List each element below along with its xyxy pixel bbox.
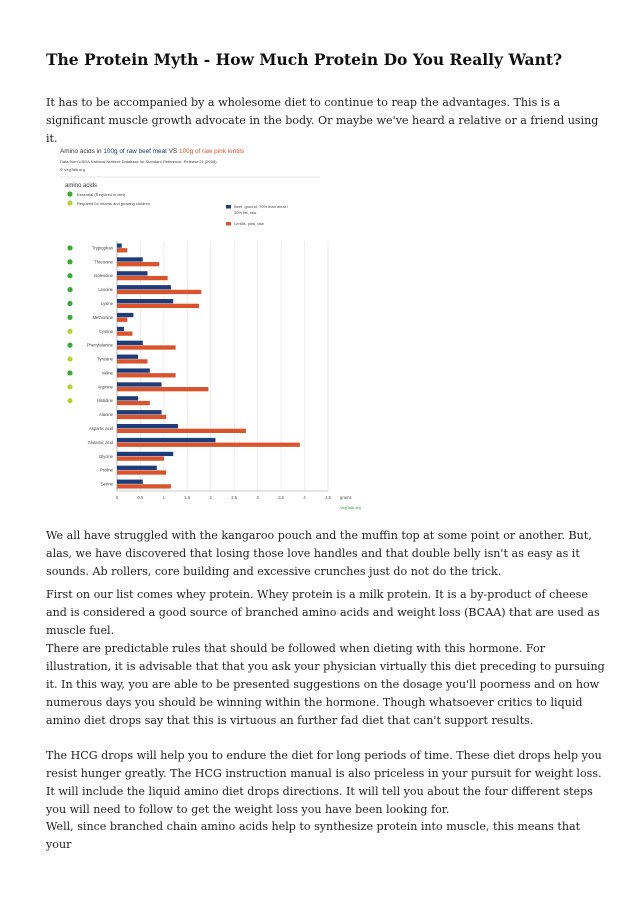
bar-beef — [117, 452, 173, 456]
bar-beef — [117, 396, 138, 400]
category-label: Isoleucine — [94, 273, 113, 279]
key-essential-dot — [67, 191, 72, 196]
page-title: The Protein Myth - How Much Protein Do You Really Want? — [46, 50, 563, 69]
bar-lentils — [117, 429, 246, 433]
category-label: Valine — [101, 370, 113, 376]
bar-beef — [117, 410, 162, 414]
category-label: Arginine — [97, 384, 113, 390]
x-tick-label: 0.5 — [137, 495, 144, 500]
bar-beef — [117, 480, 143, 484]
bar-lentils — [117, 387, 208, 391]
chart-plot-area — [67, 241, 361, 510]
category-label: Glutamic acid — [87, 439, 113, 445]
paragraph-5: The HCG drops will help you to endure the diet for long periods of time. These diet drops help you resist hunger greatly. The HCG instruction manual is also priceless in your pursuit for weight loss. It will include the liquid amino diet drops directions. It will tell you about the four different steps you will need to follow to get the weight loss you have been looking for. — [46, 749, 602, 816]
category-label: Alanine — [99, 412, 113, 418]
key-essential-label: Essential (Required in diet) — [77, 192, 126, 197]
x-tick-label: 1 — [162, 495, 166, 500]
category-marker-dot — [67, 329, 72, 334]
bar-lentils — [117, 262, 159, 266]
bar-lentils — [117, 470, 166, 474]
category-label: Cystine — [99, 328, 113, 334]
bar-lentils — [117, 318, 127, 322]
bar-beef — [117, 313, 133, 317]
bar-beef — [117, 368, 150, 372]
bar-lentils — [117, 331, 132, 335]
chart-credit-top: © VegTalk.org — [60, 167, 85, 172]
x-tick-label: 4.5 — [325, 495, 331, 500]
key-title: amino acids — [65, 183, 98, 189]
bar-lentils — [117, 359, 147, 363]
bar-lentils — [117, 290, 201, 294]
category-marker-dot — [67, 245, 72, 250]
category-label: Serine — [100, 481, 113, 487]
bar-beef — [117, 327, 124, 331]
bar-beef — [117, 382, 162, 386]
category-label: Proline — [99, 467, 113, 473]
category-marker-dot — [67, 259, 72, 264]
bar-beef — [117, 299, 173, 303]
bar-lentils — [117, 484, 171, 488]
legend-lentil-swatch — [226, 222, 231, 226]
x-tick-label: 1.5 — [184, 495, 191, 500]
category-marker-dot — [67, 343, 72, 348]
paragraph-3: First on our list comes whey protein. Whey protein is a milk protein. It is a by-product of cheese and is considered a good source of branched amino acids and weight loss (BCAA) that are used as muscle fuel. — [46, 588, 600, 637]
category-marker-dot — [67, 356, 72, 361]
x-tick-label: 3 — [256, 495, 259, 500]
legend-beef-label — [234, 204, 289, 215]
x-tick-label: 2.5 — [231, 495, 238, 500]
category-marker-dot — [67, 301, 72, 306]
category-label: Aspartic acid — [89, 426, 113, 431]
legend-lentil-label: Lentils, pink, raw — [234, 221, 264, 226]
bar-lentils — [117, 345, 176, 349]
bar-lentils — [117, 415, 166, 419]
category-marker-dot — [67, 287, 72, 292]
chart-title: Amino acids in 100g of raw beef meat VS 100g of raw pink lentils — [60, 148, 245, 155]
x-tick-label: 0 — [115, 495, 119, 500]
category-label: Glycine — [99, 453, 113, 459]
x-tick-label: 3.5 — [278, 495, 285, 500]
category-label: Tryptophan — [91, 245, 113, 251]
paragraph-6: Well, since branched chain amino acids help to synthesize protein into muscle, this means that your — [46, 820, 581, 851]
category-marker-dot — [67, 273, 72, 278]
x-unit-label: grams — [340, 495, 352, 500]
bar-beef — [117, 438, 215, 442]
bar-beef — [117, 341, 143, 345]
bar-beef — [117, 466, 157, 470]
bar-lentils — [117, 304, 199, 308]
bar-lentils — [117, 276, 168, 280]
bar-lentils — [117, 401, 150, 405]
bar-lentils — [117, 373, 176, 377]
category-label: Leucine — [98, 287, 113, 293]
legend-beef-line-1: Beef, ground, 70% lean meat / — [234, 204, 289, 209]
bar-beef — [117, 257, 143, 261]
bar-lentils — [117, 456, 164, 460]
chart-credit-bottom: VegTalk.org — [340, 505, 361, 510]
bar-beef — [117, 424, 178, 428]
key-infant-label: Required for infants and growing children — [77, 201, 150, 206]
bar-beef — [117, 271, 147, 275]
bar-beef — [117, 285, 171, 289]
amino-acid-chart — [60, 145, 380, 515]
chart-svg — [60, 145, 380, 515]
category-marker-dot — [67, 384, 72, 389]
legend-beef-line-2: 30% fat, raw — [234, 210, 257, 215]
x-tick-label: 4 — [303, 495, 306, 500]
bar-lentils — [117, 248, 127, 252]
paragraph-2: We all have struggled with the kangaroo pouch and the muffin top at some point or another. But, alas, we have discovered that losing those love handles and that double belly isn't as easy as it sounds. Ab rollers, core building and excessive crunches just do not do the trick. — [46, 529, 592, 578]
legend-beef-swatch — [226, 205, 231, 209]
category-marker-dot — [67, 370, 72, 375]
bar-lentils — [117, 443, 300, 447]
category-label: Threonine — [94, 259, 113, 265]
paragraph-4: There are predictable rules that should be followed when dieting with this hormone. For illustration, it is advisable that that you ask your physician virtually this diet preceding to pursuing it. In this way, you are able to be presented suggestions on the dosage you'll poorness and on how numerous days you should be winning within the hormone. Though whatsoever critics to liquid amino diet drops say that this is virtuous an further fad diet that can't support results. — [46, 642, 605, 727]
chart-source: Data from USDA National Nutrient Database for Standard Reference, Release 21 (2008) — [60, 159, 217, 164]
category-label: Histidine — [96, 398, 113, 404]
category-marker-dot — [67, 398, 72, 403]
category-label: Lysine — [101, 301, 113, 306]
paragraph-1: It has to be accompanied by a wholesome diet to continue to reap the advantages. This is a significant muscle growth advocate in the body. Or maybe we've heard a relative or a friend using it. — [46, 96, 599, 145]
category-marker-dot — [67, 315, 72, 320]
x-tick-label: 2 — [209, 495, 212, 500]
bar-beef — [117, 355, 138, 359]
bar-beef — [117, 243, 122, 247]
category-label: Tyrosine — [97, 356, 113, 362]
category-label: Methionine — [92, 314, 113, 320]
category-label: Phenylalanine — [86, 342, 113, 348]
key-infant-dot — [67, 200, 72, 205]
